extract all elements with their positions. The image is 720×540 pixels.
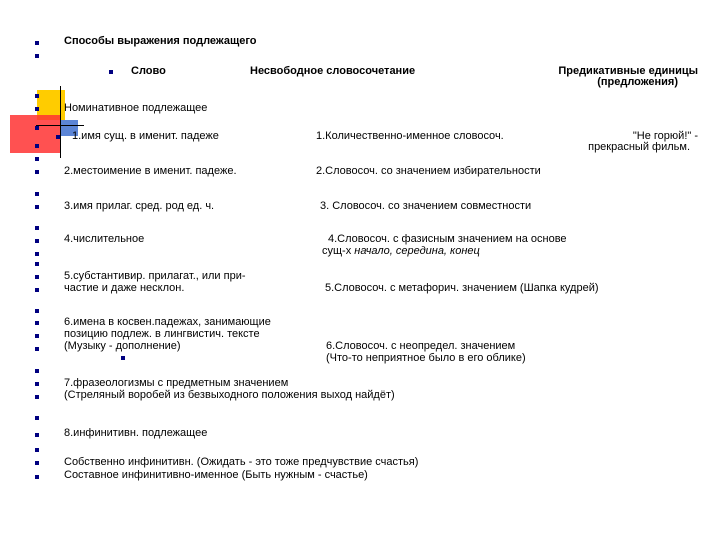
bullet	[35, 433, 39, 437]
page-title: Способы выражения подлежащего	[64, 35, 257, 47]
phrase-item-6-line2: (Что-то неприятное было в его облике)	[326, 352, 526, 364]
bullet	[35, 157, 39, 161]
word-item-2: 2.местоимение в именит. падеже.	[64, 165, 237, 177]
bullet	[35, 252, 39, 256]
word-item-7-line1: 7.фразеологизмы с предметным значением	[64, 377, 289, 389]
bullet	[35, 288, 39, 292]
bullet	[109, 70, 113, 74]
word-item-4: 4.числительное	[64, 233, 145, 245]
predicative-item-1-line2: прекрасный фильм.	[588, 141, 690, 153]
header-phrase: Несвободное словосочетание	[250, 65, 416, 77]
word-item-6-line2: позицию подлеж. в лингвистич. тексте	[64, 328, 260, 340]
phrase-item-2: 2.Словосоч. со значением избирательности	[316, 165, 541, 177]
bullet	[35, 321, 39, 325]
word-item-7-line2: (Стреляный воробей из безвыходного положения выход найдёт)	[64, 389, 395, 401]
bullet	[35, 461, 39, 465]
phrase-item-6-line1: 6.Словосоч. с неопредел. значением	[326, 340, 516, 352]
infinitive-proper: Собственно инфинитивн. (Ожидать - это тоже предчувствие счастья)	[64, 456, 419, 468]
bullet	[35, 107, 39, 111]
bullet	[35, 41, 39, 45]
bullet	[35, 54, 39, 58]
word-item-5-line1: 5.субстантивир. прилагат., или при-	[64, 270, 246, 282]
word-item-3: 3.имя прилаг. сред. род ед. ч.	[64, 200, 215, 212]
bullet	[35, 226, 39, 230]
word-item-6-line3: (Музыку - дополнение)	[64, 340, 181, 352]
bullet	[35, 192, 39, 196]
bullet	[35, 275, 39, 279]
bullet	[121, 356, 125, 360]
decor-vertical-line	[60, 86, 61, 158]
phrase-item-4-prefix: сущ-х	[322, 245, 355, 257]
bullet	[56, 135, 60, 139]
bullet	[35, 475, 39, 479]
predicative-item-1-line1: "Не горюй!" -	[632, 130, 698, 142]
phrase-item-1: 1.Количественно-именное словосоч.	[316, 130, 504, 142]
header-predicative-line1: Предикативные единицы	[558, 65, 698, 77]
word-item-5-line2: частие и даже несклон.	[64, 282, 185, 294]
word-item-6-line1: 6.имена в косвен.падежах, занимающие	[64, 316, 271, 328]
bullet	[35, 416, 39, 420]
bullet	[35, 144, 39, 148]
bullet	[35, 369, 39, 373]
phrase-item-4-line2	[322, 245, 480, 257]
header-word: Слово	[131, 65, 166, 77]
bullet	[35, 334, 39, 338]
phrase-item-3: 3. Словосоч. со значением совместности	[320, 200, 532, 212]
header-predicative-line2: (предложения)	[597, 76, 678, 88]
bullet	[35, 170, 39, 174]
decor-horizontal-line	[36, 125, 84, 126]
bullet	[35, 205, 39, 209]
infinitive-compound: Составное инфинитивно-именное (Быть нужным - счастье)	[64, 469, 368, 481]
phrase-item-4-italic: начало, середина, конец	[354, 245, 480, 257]
bullet	[35, 262, 39, 266]
section-nominative: Номинативное подлежащее	[64, 102, 208, 114]
bullet	[35, 382, 39, 386]
bullet	[35, 239, 39, 243]
word-item-1: 1.имя сущ. в именит. падеже	[72, 130, 219, 142]
phrase-item-5: 5.Словосоч. с метафорич. значением (Шапка кудрей)	[325, 282, 599, 294]
bullet	[35, 126, 39, 130]
bullet	[35, 94, 39, 98]
bullet	[35, 448, 39, 452]
bullet	[35, 347, 39, 351]
phrase-item-4-line1: 4.Словосоч. с фазисным значением на основе	[328, 233, 567, 245]
word-item-8: 8.инфинитивн. подлежащее	[64, 427, 208, 439]
bullet	[35, 395, 39, 399]
bullet	[35, 309, 39, 313]
